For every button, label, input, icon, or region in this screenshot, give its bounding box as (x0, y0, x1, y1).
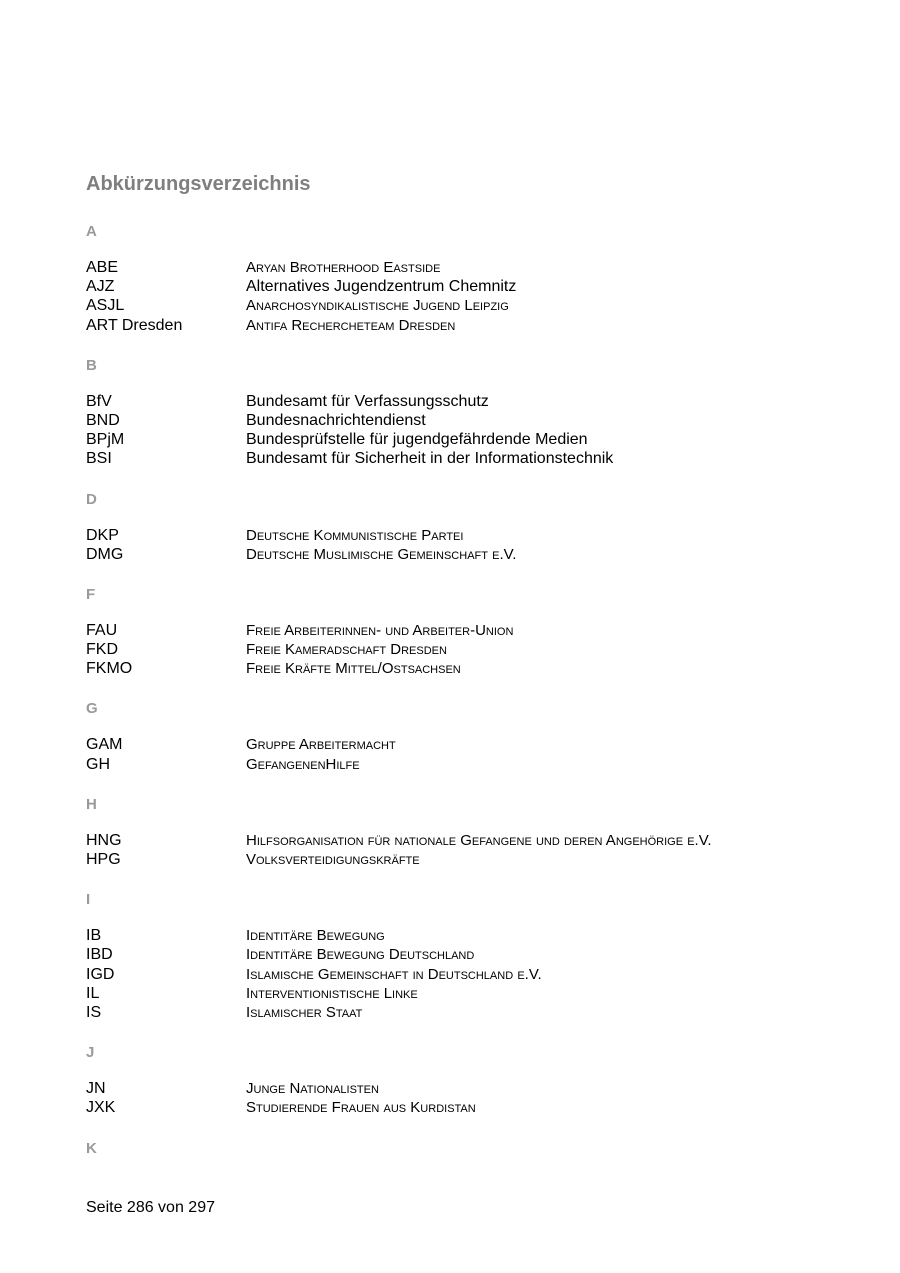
abbreviation: AJZ (86, 278, 115, 296)
abbreviation-definition: Studierende Frauen aus Kurdistan (246, 1099, 476, 1117)
abbreviation: GH (86, 755, 110, 773)
abbreviation-entry (86, 449, 846, 468)
abbreviation-definition: Islamische Gemeinschaft in Deutschland e.V. (246, 965, 542, 983)
abbreviation-definition: Deutsche Kommunistische Partei (246, 526, 464, 544)
abbreviation-entry (86, 945, 846, 964)
abbreviation-definition: Bundesamt für Verfassungsschutz (246, 392, 489, 410)
abbreviation: IB (86, 927, 102, 945)
abbreviation-entry (86, 926, 846, 945)
abbreviation: BfV (86, 392, 112, 410)
section-spacer (86, 1118, 846, 1137)
section-b (86, 354, 846, 488)
page-title: Abkürzungsverzeichnis (86, 173, 311, 195)
abbreviation-definition: Gruppe Arbeitermacht (246, 736, 396, 754)
abbreviation: GAM (86, 736, 123, 754)
abbreviation-entry (86, 735, 846, 754)
abbreviation: ABE (86, 259, 119, 276)
section-spacer (86, 469, 846, 488)
section-letter: H (86, 795, 97, 813)
section-letter: F (86, 585, 96, 603)
abbreviation-definition: Volksverteidigungskräfte (246, 851, 420, 868)
section-letter: I (86, 891, 91, 909)
section-spacer (86, 1022, 846, 1041)
abbreviation: IBD (86, 946, 113, 964)
abbreviation: IL (86, 984, 100, 1002)
abbreviation: BSI (86, 450, 112, 468)
abbreviation: HNG (86, 831, 122, 849)
abbreviation-definition: Antifa Recherchеteam Dresden (246, 316, 456, 334)
abbreviation-definition: Identitäre Bewegung Deutschland (246, 946, 475, 964)
abbreviation-definition: Anarchosyndikalistische Jugend Leipzig (246, 297, 509, 315)
abbreviation-entry (86, 430, 846, 449)
section-spacer (86, 869, 846, 888)
abbreviation-entry (86, 258, 846, 277)
abbreviation: IGD (86, 965, 115, 983)
abbreviation: FKMO (86, 660, 133, 678)
abbreviation: JN (86, 1080, 106, 1098)
abbreviation-entry (86, 545, 846, 564)
section-letter: G (86, 700, 98, 718)
section-spacer (86, 678, 846, 697)
abbreviation: DMG (86, 545, 124, 563)
abbreviation-definition: Junge Nationalisten (246, 1080, 379, 1098)
abbreviation-definition: Freie Kameradschaft Dresden (246, 641, 447, 659)
abbreviation-entry (86, 1003, 846, 1022)
abbreviation-entry (86, 831, 846, 850)
section-spacer (86, 774, 846, 793)
abbreviation-entry (86, 755, 846, 774)
section-f (86, 583, 846, 698)
abbreviation-definition: Alternatives Jugendzentrum Chemnitz (246, 278, 517, 296)
abbreviation-definition: GefangenenHilfe (246, 755, 360, 773)
abbreviation-entry (86, 640, 846, 659)
section-letter: J (86, 1044, 95, 1062)
abbreviation-definition: Freie Kräfte Mittel/Ostsachsen (246, 660, 461, 678)
section-letter: B (86, 356, 97, 374)
abbreviation-definition: Identitäre Bewegung (246, 927, 385, 945)
abbreviation-entry (86, 392, 846, 411)
abbreviation-definition: Bundesnachrichtendienst (246, 411, 426, 429)
section-letter: A (86, 223, 97, 240)
abbreviation-entry (86, 965, 846, 984)
abbreviation: BPjM (86, 431, 125, 449)
section-j (86, 1041, 846, 1136)
section-g (86, 697, 846, 792)
abbreviation: FAU (86, 621, 118, 639)
section-a (86, 220, 846, 354)
abbreviation-definition: Bundesprüfstelle für jugendgefährdende Medien (246, 431, 588, 449)
abbreviation: ART Dresden (86, 316, 183, 334)
section-spacer (86, 564, 846, 583)
section-letter: K (86, 1139, 97, 1157)
abbreviation-definition: Deutsche Muslimische Gemeinschaft e.V. (246, 545, 517, 563)
abbreviation-entry (86, 621, 846, 640)
abbreviation-definition: Bundesamt für Sicherheit in der Informationstechnik (246, 450, 614, 468)
abbreviation-entry (86, 316, 846, 335)
abbreviation-definition: Freie Arbeiterinnen- und Arbeiter-Union (246, 621, 514, 639)
abbreviation: ASJL (86, 297, 125, 315)
abbreviation-entry (86, 526, 846, 545)
abbreviation-definition: Hilfsorganisation für nationale Gefangene und deren Angehörige e.V. (246, 831, 712, 849)
section-h (86, 793, 846, 888)
abbreviation: HPG (86, 851, 121, 868)
section-d (86, 488, 846, 583)
abbreviation-entry (86, 659, 846, 678)
abbreviation: BND (86, 411, 120, 429)
abbreviation: IS (86, 1003, 102, 1021)
abbreviation: JXK (86, 1099, 116, 1117)
abbreviation-definition: Interventionistische Linke (246, 984, 418, 1002)
abbreviation-definition: Aryan Brotherhood Eastside (246, 259, 441, 276)
abbreviation-entry (86, 1079, 846, 1098)
abbreviation-entry (86, 850, 846, 869)
abbreviation: DKP (86, 526, 119, 544)
abbreviation-definition: Islamischer Staat (246, 1003, 363, 1021)
abbreviation-entry (86, 296, 846, 315)
abbreviation-entry (86, 411, 846, 430)
section-spacer (86, 335, 846, 354)
page-footer: Seite 286 von 297 (86, 1199, 215, 1216)
abbreviation: FKD (86, 641, 118, 659)
abbreviation-entry (86, 277, 846, 296)
section-i (86, 888, 846, 1041)
abbreviation-entry (86, 984, 846, 1003)
abbreviation-entry (86, 1098, 846, 1117)
section-letter: D (86, 490, 97, 508)
section-k (86, 1137, 846, 1161)
abbreviation-list (86, 220, 846, 1175)
